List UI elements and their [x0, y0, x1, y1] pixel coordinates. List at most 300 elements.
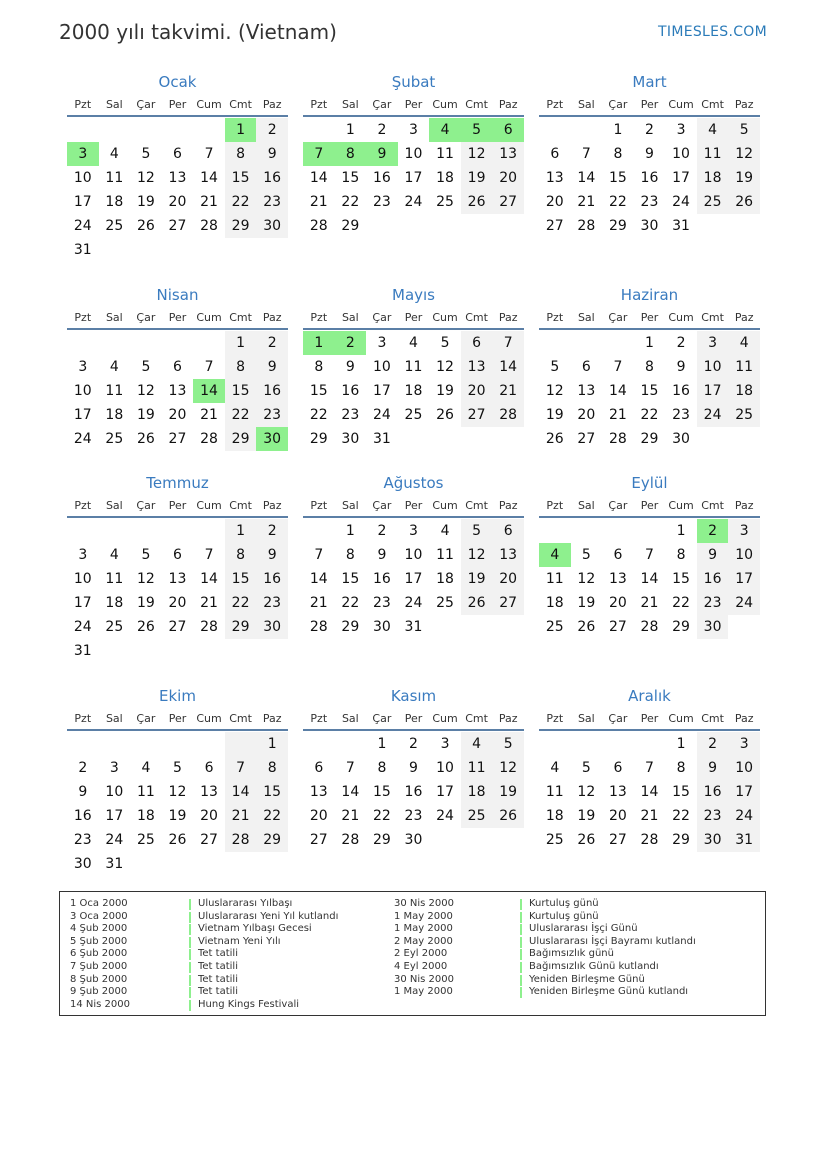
day-cell: 17	[436, 784, 454, 800]
day-cell: 28	[200, 431, 218, 447]
day-cell: 4	[440, 523, 450, 539]
day-cell: 19	[136, 407, 155, 423]
day-grid	[303, 732, 524, 852]
empty-cell	[492, 615, 524, 639]
empty-cell	[130, 639, 162, 663]
day-cell: 28	[225, 828, 257, 852]
empty-cell	[162, 238, 194, 262]
day-cell: 30	[697, 615, 729, 639]
legend-marker	[189, 962, 191, 973]
weekday-label: Sal	[577, 711, 595, 725]
day-cell: 3	[78, 547, 88, 563]
day-cell: 18	[105, 194, 124, 210]
day-cell: 22	[309, 407, 328, 423]
day-cell: 17	[73, 595, 92, 611]
day-cell: 1	[676, 523, 686, 539]
day-grid	[303, 519, 524, 639]
weekday-label: Sal	[341, 97, 359, 111]
day-grid	[67, 331, 288, 451]
day-cell: 1	[225, 519, 257, 543]
day-grid	[303, 118, 524, 238]
day-cell: 22	[341, 595, 360, 611]
day-cell: 9	[256, 355, 288, 379]
day-cell: 5	[728, 118, 760, 142]
day-cell: 24	[728, 804, 760, 828]
day-cell: 17	[672, 170, 690, 186]
header-divider	[303, 115, 524, 117]
empty-cell	[571, 732, 603, 756]
legend-date: 1 May 2000	[394, 910, 453, 922]
day-cell: 2	[645, 122, 654, 138]
day-cell: 29	[608, 218, 627, 234]
day-cell: 22	[672, 595, 690, 611]
day-cell: 22	[225, 591, 257, 615]
day-cell: 16	[697, 780, 729, 804]
day-cell: 6	[173, 359, 182, 375]
weekday-label: Per	[168, 711, 187, 725]
day-cell: 30	[372, 619, 391, 635]
header-divider	[303, 729, 524, 731]
site-link[interactable]: TIMESLES.COM	[658, 24, 767, 40]
day-cell: 11	[105, 383, 124, 399]
day-cell: 25	[105, 619, 124, 635]
day-cell: 12	[461, 142, 493, 166]
day-cell: 21	[640, 595, 659, 611]
legend-date: 2 May 2000	[394, 935, 453, 947]
weekday-label: Paz	[262, 310, 282, 324]
empty-cell	[130, 852, 162, 876]
day-cell: 20	[168, 595, 187, 611]
day-cell: 21	[200, 407, 218, 423]
day-cell: 2	[377, 122, 387, 138]
month-block	[539, 472, 760, 639]
day-cell: 23	[672, 407, 690, 423]
empty-cell	[571, 519, 603, 543]
legend-date: 1 May 2000	[394, 923, 453, 935]
day-cell: 23	[640, 194, 659, 210]
day-cell: 8	[645, 359, 654, 375]
day-cell: 18	[136, 808, 155, 824]
month-block	[67, 284, 288, 451]
day-cell: 24	[105, 832, 124, 848]
holiday-day-cell: 6	[492, 118, 524, 142]
day-cell: 13	[461, 355, 493, 379]
day-cell: 29	[341, 619, 360, 635]
day-cell: 5	[461, 519, 493, 543]
empty-cell	[429, 615, 461, 639]
legend-holiday-name: Bağımsızlık günü	[529, 948, 614, 960]
day-cell: 1	[676, 736, 686, 752]
day-cell: 9	[645, 146, 654, 162]
legend-date: 5 Şub 2000	[70, 935, 128, 947]
day-cell: 7	[581, 146, 591, 162]
day-cell: 24	[372, 407, 391, 423]
empty-cell	[225, 732, 257, 756]
weekday-label: Pzt	[74, 97, 92, 111]
weekday-label: Pzt	[310, 310, 328, 324]
day-cell: 24	[404, 595, 423, 611]
weekday-label: Pzt	[546, 711, 564, 725]
empty-cell	[461, 828, 493, 852]
day-cell: 20	[168, 407, 187, 423]
empty-cell	[193, 238, 225, 262]
weekday-label: Çar	[608, 711, 628, 725]
day-cell: 4	[409, 335, 418, 351]
day-cell: 21	[492, 379, 524, 403]
day-cell: 21	[200, 595, 218, 611]
weekday-header	[303, 306, 524, 328]
day-grid	[539, 331, 760, 451]
day-cell: 16	[640, 170, 659, 186]
day-cell: 22	[225, 190, 257, 214]
empty-cell	[461, 615, 493, 639]
day-cell: 25	[105, 218, 124, 234]
day-cell: 20	[545, 194, 564, 210]
day-cell: 11	[545, 571, 564, 587]
day-cell: 12	[728, 142, 760, 166]
day-cell: 27	[200, 832, 218, 848]
day-cell: 22	[640, 407, 659, 423]
day-cell: 21	[309, 194, 328, 210]
holiday-day-cell: 5	[461, 118, 493, 142]
empty-cell	[335, 732, 367, 756]
month-name: Haziran	[620, 286, 679, 304]
day-cell: 6	[581, 359, 591, 375]
weekday-label: Çar	[136, 498, 156, 512]
legend-marker	[189, 924, 191, 935]
day-cell: 13	[492, 543, 524, 567]
weekday-header	[539, 494, 760, 516]
day-cell: 19	[136, 194, 155, 210]
legend-holiday-name: Kurtuluş günü	[529, 910, 599, 922]
empty-cell	[99, 118, 131, 142]
empty-cell	[193, 852, 225, 876]
day-cell: 26	[136, 431, 155, 447]
weekday-label: Sal	[577, 498, 595, 512]
day-cell: 19	[545, 407, 564, 423]
empty-cell	[162, 639, 194, 663]
day-cell: 16	[73, 808, 92, 824]
weekday-label: Çar	[608, 310, 628, 324]
day-cell: 23	[372, 595, 391, 611]
day-cell: 8	[676, 760, 686, 776]
empty-cell	[571, 118, 603, 142]
month-name: Mart	[632, 73, 667, 91]
holiday-day-cell: 4	[539, 543, 571, 567]
day-cell: 3	[109, 760, 119, 776]
weekday-label: Cmt	[701, 498, 724, 512]
day-cell: 19	[577, 595, 596, 611]
weekday-label: Pzt	[546, 310, 564, 324]
day-cell: 12	[577, 784, 596, 800]
day-cell: 10	[73, 571, 92, 587]
month-block	[67, 71, 288, 262]
day-cell: 6	[613, 547, 623, 563]
day-cell: 8	[676, 547, 686, 563]
weekday-label: Çar	[136, 97, 156, 111]
holiday-legend	[59, 891, 766, 1016]
legend-date: 1 Oca 2000	[70, 898, 128, 909]
day-cell: 13	[309, 784, 328, 800]
month-block	[303, 472, 524, 639]
day-cell: 4	[697, 118, 729, 142]
month-name: Temmuz	[146, 474, 209, 492]
day-cell: 6	[204, 760, 214, 776]
day-cell: 28	[200, 218, 218, 234]
day-cell: 10	[436, 760, 454, 776]
header-divider	[539, 729, 760, 731]
header-divider	[67, 729, 288, 731]
day-cell: 3	[676, 122, 686, 138]
day-cell: 28	[341, 832, 360, 848]
day-cell: 16	[256, 567, 288, 591]
day-cell: 5	[550, 359, 560, 375]
legend-marker	[520, 975, 522, 986]
empty-cell	[193, 118, 225, 142]
day-cell: 25	[436, 194, 454, 210]
day-cell: 27	[461, 403, 493, 427]
weekday-header	[67, 306, 288, 328]
empty-cell	[728, 214, 760, 238]
day-cell: 28	[309, 619, 328, 635]
weekday-label: Cum	[196, 310, 222, 324]
weekday-label: Pzt	[74, 711, 92, 725]
day-cell: 14	[200, 170, 218, 186]
day-cell: 8	[613, 146, 623, 162]
day-cell: 27	[608, 619, 627, 635]
holiday-day-cell: 30	[256, 427, 288, 451]
day-cell: 26	[461, 591, 493, 615]
empty-cell	[728, 615, 760, 639]
empty-cell	[571, 331, 603, 355]
header-divider	[303, 516, 524, 518]
weekday-label: Cmt	[465, 97, 488, 111]
day-cell: 2	[697, 732, 729, 756]
weekday-label: Cmt	[701, 310, 724, 324]
day-cell: 19	[136, 595, 155, 611]
legend-holiday-name: Uluslararası İşçi Bayramı kutlandı	[529, 935, 696, 947]
weekday-header	[67, 93, 288, 115]
day-cell: 12	[136, 571, 155, 587]
day-cell: 12	[577, 571, 596, 587]
weekday-label: Cmt	[465, 711, 488, 725]
empty-cell	[634, 732, 666, 756]
weekday-label: Paz	[262, 711, 282, 725]
day-cell: 26	[492, 804, 524, 828]
day-cell: 10	[697, 355, 729, 379]
day-cell: 29	[225, 615, 257, 639]
day-cell: 26	[728, 190, 760, 214]
month-block	[539, 685, 760, 852]
day-cell: 9	[345, 359, 355, 375]
weekday-label: Cmt	[229, 711, 252, 725]
weekday-label: Paz	[734, 310, 754, 324]
day-cell: 26	[461, 190, 493, 214]
weekday-label: Per	[640, 498, 659, 512]
day-grid	[539, 118, 760, 238]
empty-cell	[130, 118, 162, 142]
weekday-header	[539, 93, 760, 115]
legend-date: 9 Şub 2000	[70, 986, 128, 998]
day-cell: 4	[550, 760, 560, 776]
day-cell: 27	[492, 190, 524, 214]
legend-date: 7 Şub 2000	[70, 961, 128, 972]
empty-cell	[303, 118, 335, 142]
day-cell: 15	[309, 383, 328, 399]
day-cell: 12	[492, 756, 524, 780]
day-cell: 12	[461, 543, 493, 567]
day-cell: 11	[436, 146, 454, 162]
day-cell: 2	[78, 760, 88, 776]
empty-cell	[67, 732, 99, 756]
holiday-day-cell: 2	[335, 331, 367, 355]
day-cell: 20	[492, 567, 524, 591]
day-cell: 30	[256, 214, 288, 238]
day-cell: 1	[225, 331, 257, 355]
day-cell: 14	[309, 571, 328, 587]
legend-marker	[189, 1000, 191, 1011]
empty-cell	[602, 732, 634, 756]
day-cell: 24	[73, 619, 92, 635]
weekday-label: Cum	[196, 711, 222, 725]
empty-cell	[67, 331, 99, 355]
day-cell: 12	[136, 170, 155, 186]
day-cell: 1	[377, 736, 387, 752]
weekday-label: Pzt	[74, 498, 92, 512]
empty-cell	[193, 639, 225, 663]
day-cell: 20	[168, 194, 187, 210]
day-cell: 29	[225, 427, 257, 451]
day-cell: 5	[581, 760, 591, 776]
day-cell: 19	[436, 383, 454, 399]
empty-cell	[398, 427, 430, 451]
day-cell: 5	[581, 547, 591, 563]
day-cell: 3	[440, 736, 450, 752]
holiday-day-cell: 14	[193, 379, 225, 403]
day-cell: 11	[105, 571, 124, 587]
legend-holiday-name: Yeniden Birleşme Günü	[529, 973, 645, 985]
day-cell: 15	[341, 170, 360, 186]
weekday-label: Çar	[136, 711, 156, 725]
legend-date: 4 Eyl 2000	[394, 961, 448, 972]
day-cell: 8	[314, 359, 324, 375]
day-grid	[539, 732, 760, 852]
day-cell: 18	[545, 808, 564, 824]
weekday-label: Cum	[432, 310, 458, 324]
day-cell: 27	[577, 431, 596, 447]
day-cell: 2	[256, 331, 288, 355]
weekday-label: Per	[404, 498, 423, 512]
holiday-day-cell: 4	[429, 118, 461, 142]
month-block	[67, 472, 288, 663]
empty-cell	[130, 331, 162, 355]
day-cell: 4	[109, 146, 119, 162]
day-cell: 7	[645, 760, 654, 776]
day-cell: 30	[672, 431, 690, 447]
day-cell: 29	[672, 832, 690, 848]
day-cell: 10	[404, 146, 423, 162]
day-cell: 11	[461, 756, 493, 780]
day-cell: 13	[200, 784, 218, 800]
day-cell: 1	[345, 122, 355, 138]
day-cell: 5	[173, 760, 182, 776]
weekday-label: Sal	[341, 498, 359, 512]
weekday-header	[539, 306, 760, 328]
day-cell: 23	[404, 808, 423, 824]
day-cell: 1	[256, 732, 288, 756]
day-cell: 20	[608, 595, 627, 611]
day-cell: 4	[728, 331, 760, 355]
weekday-header	[303, 707, 524, 729]
day-cell: 30	[697, 828, 729, 852]
day-cell: 10	[404, 547, 423, 563]
day-cell: 13	[492, 142, 524, 166]
empty-cell	[697, 214, 729, 238]
month-name: Ağustos	[383, 474, 444, 492]
holiday-day-cell: 8	[335, 142, 367, 166]
legend-date: 1 May 2000	[394, 986, 453, 998]
day-cell: 19	[461, 166, 493, 190]
weekday-label: Çar	[372, 498, 392, 512]
day-cell: 12	[436, 359, 454, 375]
empty-cell	[256, 639, 288, 663]
day-cell: 26	[577, 832, 596, 848]
weekday-label: Çar	[372, 97, 392, 111]
day-cell: 29	[341, 218, 360, 234]
month-block	[539, 284, 760, 451]
empty-cell	[728, 427, 760, 451]
day-cell: 18	[105, 595, 124, 611]
weekday-header	[539, 707, 760, 729]
day-cell: 28	[200, 619, 218, 635]
weekday-label: Çar	[372, 711, 392, 725]
holiday-day-cell: 2	[697, 519, 729, 543]
day-cell: 9	[256, 142, 288, 166]
weekday-label: Cmt	[229, 97, 252, 111]
empty-cell	[492, 828, 524, 852]
holiday-day-cell: 1	[225, 118, 257, 142]
day-cell: 5	[141, 146, 151, 162]
day-cell: 11	[545, 784, 564, 800]
legend-date: 14 Nis 2000	[70, 998, 130, 1010]
day-cell: 3	[377, 335, 387, 351]
day-cell: 18	[461, 780, 493, 804]
day-cell: 3	[409, 122, 418, 138]
weekday-label: Cum	[432, 498, 458, 512]
empty-cell	[162, 852, 194, 876]
weekday-label: Pzt	[546, 498, 564, 512]
day-cell: 24	[73, 431, 92, 447]
weekday-label: Çar	[136, 310, 156, 324]
legend-date: 30 Nis 2000	[394, 898, 454, 909]
empty-cell	[67, 118, 99, 142]
month-block	[303, 685, 524, 852]
legend-holiday-name: Tet tatili	[198, 961, 238, 972]
day-cell: 30	[341, 431, 360, 447]
weekday-label: Cum	[196, 498, 222, 512]
legend-date: 30 Nis 2000	[394, 973, 454, 985]
day-cell: 6	[461, 331, 493, 355]
day-cell: 22	[256, 804, 288, 828]
empty-cell	[225, 852, 257, 876]
legend-marker	[520, 937, 522, 948]
weekday-label: Cum	[668, 310, 694, 324]
legend-marker	[520, 912, 522, 923]
day-cell: 7	[645, 547, 654, 563]
day-cell: 25	[136, 832, 155, 848]
day-cell: 27	[545, 218, 564, 234]
day-cell: 15	[372, 784, 391, 800]
